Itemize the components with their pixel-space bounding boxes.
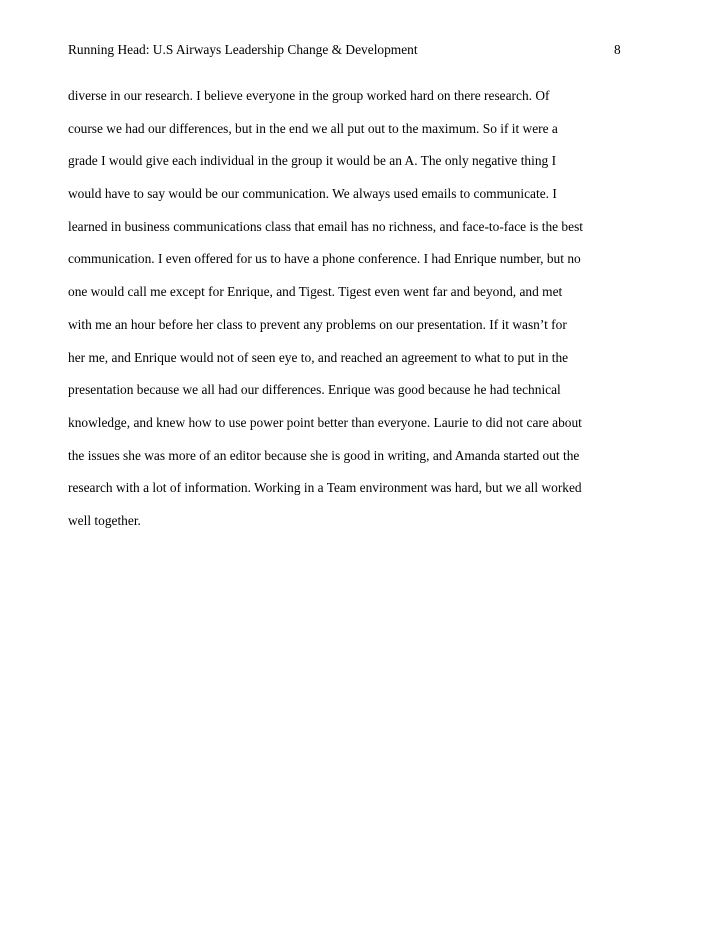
body-line: diverse in our research. I believe everyone in the group worked hard on there research. Of: [68, 88, 550, 103]
body-line: one would call me except for Enrique, and Tigest. Tigest even went far and beyond, and met: [68, 284, 563, 300]
body-line: presentation because we all had our differences. Enrique was good because he had technical: [68, 382, 561, 398]
body-line: learned in business communications class that email has no richness, and face-to-face is the best: [68, 218, 584, 234]
body-line: research with a lot of information. Working in a Team environment was hard, but we all worked: [68, 480, 582, 496]
body-line: the issues she was more of an editor because she is good in writing, and Amanda started out the: [68, 447, 580, 463]
body-line: communication. I even offered for us to have a phone conference. I had Enrique number, but no: [68, 251, 581, 267]
body-line: would have to say would be our communication. We always used emails to communicate. I: [68, 186, 557, 202]
running-head: Running Head: U.S Airways Leadership Change & Development: [68, 42, 418, 57]
body-line: grade I would give each individual in the group it would be an A. The only negative thing I: [68, 153, 557, 169]
body-line: with me an hour before her class to prevent any problems on our presentation. If it wasn’t for: [68, 316, 567, 332]
body-line: well together.: [68, 512, 141, 528]
body-paragraph: [68, 87, 628, 545]
body-line: knowledge, and knew how to use power point better than everyone. Laurie to did not care about: [68, 414, 582, 430]
body-line: course we had our differences, but in the end we all put out to the maximum. So if it were a: [68, 120, 558, 136]
page-number: 8: [614, 42, 621, 57]
body-line: her me, and Enrique would not of seen eye to, and reached an agreement to what to put in the: [68, 349, 569, 365]
